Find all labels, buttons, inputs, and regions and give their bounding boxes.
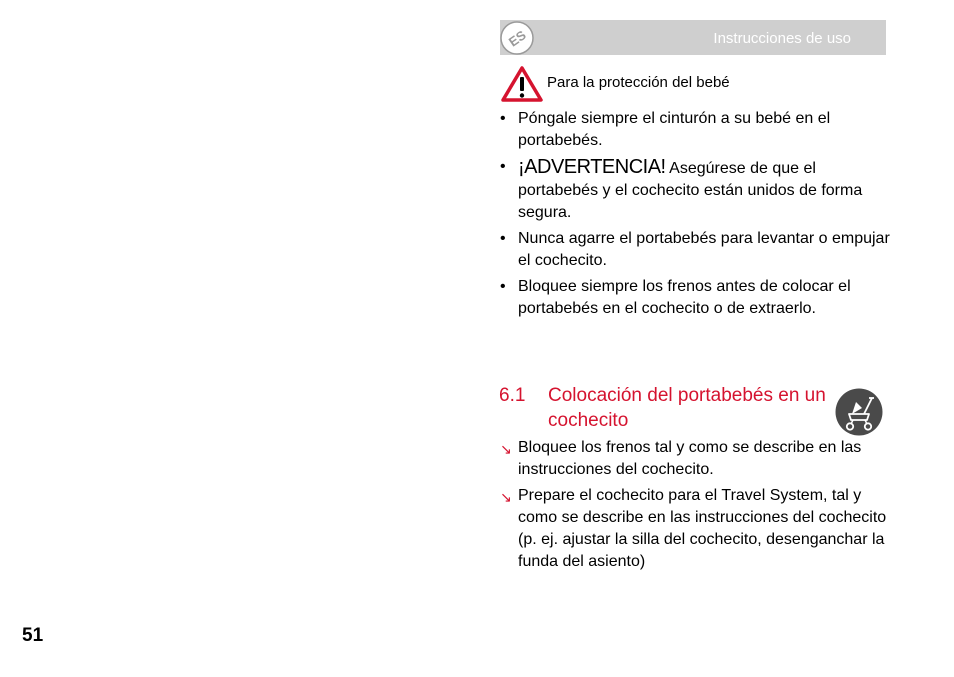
bullet-text: Asegúrese de que el portabebés y el cochecito están unidos de forma segura. (518, 160, 863, 221)
bullet-text: Bloquee siempre los frenos antes de colocar el portabebés en el cochecito o de extraerlo. (518, 278, 851, 317)
header-title: Instrucciones de uso (713, 30, 851, 47)
language-badge (500, 21, 534, 55)
step-arrow-icon: ↘ (500, 489, 512, 505)
advertencia-label: ¡ADVERTENCIA! (518, 156, 666, 178)
list-item (500, 437, 890, 481)
warning-triangle-icon (501, 66, 543, 102)
list-item: • Nunca agarre el portabebés para levantar o empujar el cochecito. (500, 230, 890, 269)
list-item: • Póngale siempre el cinturón a su bebé en el portabebés. (500, 110, 831, 149)
list-item (500, 485, 890, 573)
step-text: Bloquee los frenos tal y como se describe en las instrucciones del cochecito. (518, 439, 862, 478)
step-arrow-icon: ↘ (500, 441, 512, 457)
list-item: • ¡ADVERTENCIA! Asegúrese de que el portabebés y el cochecito están unidos de forma segura. (500, 156, 863, 221)
step-text: Prepare el cochecito para el Travel System, tal y como se describe en las instrucciones del cochecito (p. ej. ajustar la silla del cochecito, desenganchar la funda del asiento) (518, 487, 887, 570)
warning-heading (501, 66, 891, 104)
section-title: Colocación del portabebés en un cochecito (548, 385, 826, 431)
stroller-icon (834, 388, 884, 436)
bullet-text: Nunca agarre el portabebés para levantar o empujar el cochecito. (518, 230, 890, 269)
warning-title: Para la protección del bebé (547, 74, 730, 91)
language-badge-icon (500, 21, 534, 55)
section-number: 6.1 (499, 385, 526, 406)
warning-bullet-list (500, 108, 890, 324)
page-number: 51 (22, 625, 44, 646)
language-code: ES (505, 27, 529, 50)
bullet-text: Póngale siempre el cinturón a su bebé en el portabebés. (518, 110, 831, 149)
instruction-steps (500, 437, 890, 577)
list-item: • Bloquee siempre los frenos antes de colocar el portabebés en el cochecito o de extraerlo. (500, 278, 851, 317)
header-bar (500, 20, 886, 55)
